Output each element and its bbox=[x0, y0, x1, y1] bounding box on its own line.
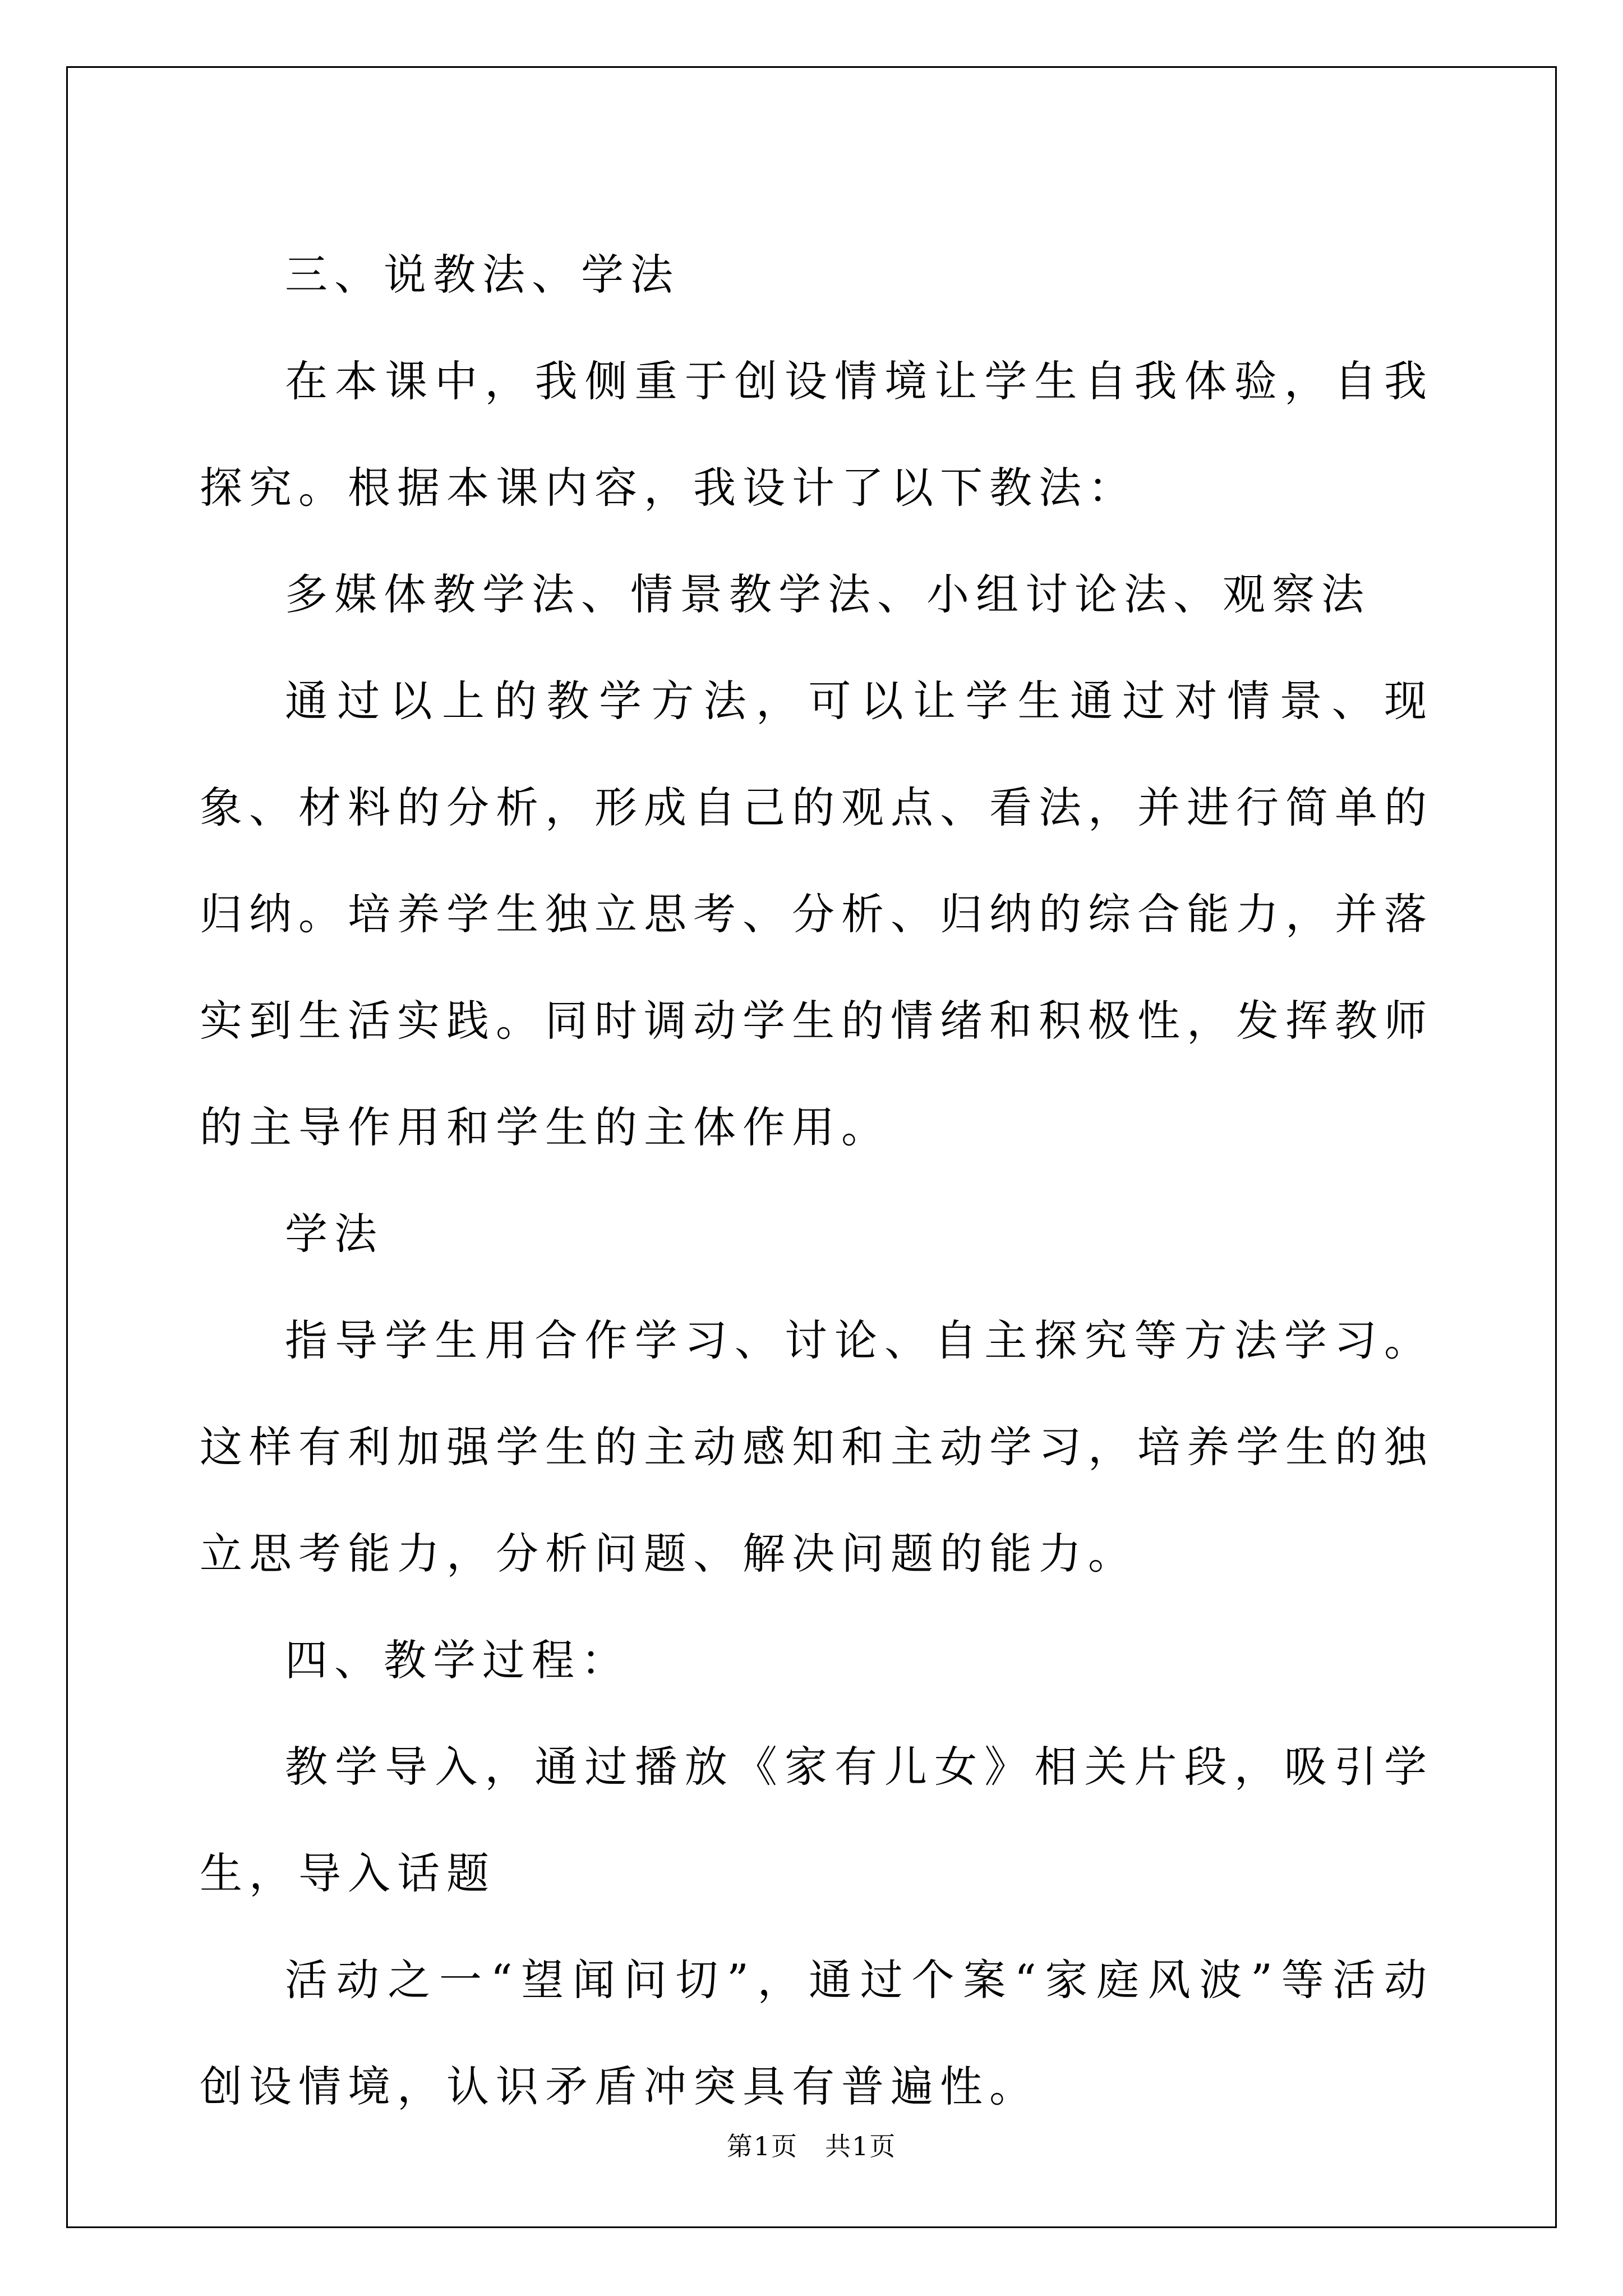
document-body bbox=[200, 222, 1433, 2140]
paragraph-activity-one: 活动之一“望闻问切”，通过个案“家庭风波”等活动创设情境，认识矛盾冲突具有普遍性。 bbox=[200, 1955, 1433, 2111]
heading-teaching-process: 四、教学过程： bbox=[285, 1635, 630, 1685]
paragraph-introduction: 教学导入，通过播放《家有儿女》相关片段，吸引学生，导入话题 bbox=[200, 1742, 1433, 1898]
heading-teaching-methods: 三、说教法、学法 bbox=[285, 250, 680, 300]
paragraph-methods-effect: 通过以上的教学方法，可以让学生通过对情景、现象、材料的分析，形成自己的观点、看法，并进行简单的归纳。培养学生独立思考、分析、归纳的综合能力，并落实到生活实践。同时调动学生的情绪和积极性，发挥教师的主导作用和学生的主体作用。 bbox=[200, 676, 1433, 1152]
paragraph-learning-methods: 指导学生用合作学习、讨论、自主探究等方法学习。这样有利加强学生的主动感知和主动学习，培养学生的独立思考能力，分析问题、解决问题的能力。 bbox=[200, 1315, 1433, 1579]
paragraph-methods-intro: 在本课中，我侧重于创设情境让学生自我体验，自我探究。根据本课内容，我设计了以下教法： bbox=[200, 356, 1433, 513]
paragraph-methods-list: 多媒体教学法、情景教学法、小组讨论法、观察法 bbox=[285, 569, 1371, 619]
page-number-footer: 第1页 共1页 bbox=[726, 2131, 897, 2161]
heading-learning-methods: 学法 bbox=[285, 1209, 384, 1259]
